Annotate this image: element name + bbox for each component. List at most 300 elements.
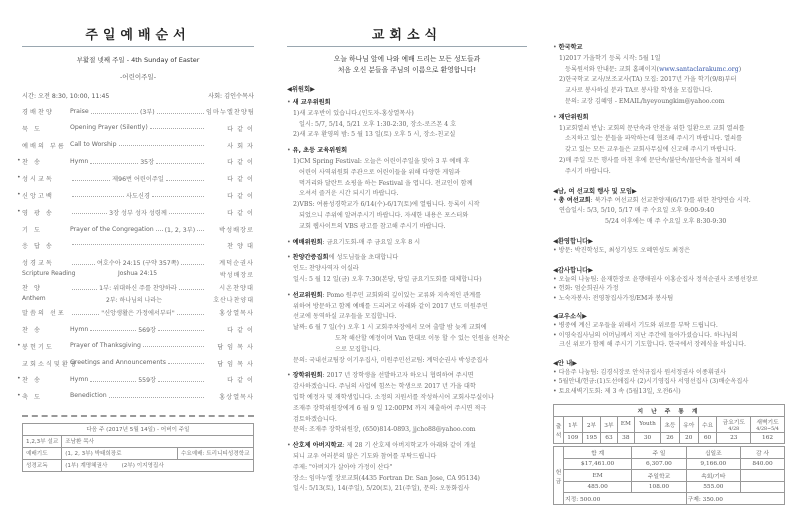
item-line <box>553 75 785 86</box>
item-head: 새 교우위원회 <box>292 99 331 106</box>
item-line <box>287 323 527 334</box>
header-text: 유아 <box>683 422 695 429</box>
worship-row <box>17 204 254 221</box>
row-detail: 559장 <box>138 377 157 385</box>
header-date: 4/28~5/4 <box>756 426 779 432</box>
row-english: Hymn <box>70 376 89 384</box>
worship-row <box>22 355 254 372</box>
item-line <box>287 425 527 436</box>
row-name <box>17 157 70 167</box>
item-line <box>287 189 527 200</box>
standing-mark: • <box>17 157 23 165</box>
item-line <box>553 65 785 76</box>
news-item: • 장학위원회: 2017 년 장학생을 선발하고자 하오니 협력하여 주시면 감사하겠습니다. 주님의 사업에 힘쓰는 학생으로 2017 년 가을 대학 입학 예정자 및 재학생입니다. 소정의 지원서를 작성하시어 교회사무실이나 조재주 장학위원장에게 6 월 9 일 12:00PM 까지 제출하여 주시면 적극 검토하겠습니다. 문의: 조재주 장학위원장, (650)814-0893, jjcho88@yahoo.com <box>287 371 527 436</box>
reading-2: (2부) 이지영집사 <box>121 463 164 470</box>
row-description <box>70 359 206 366</box>
section-member-news: ◀교우소식▶ <box>553 313 588 321</box>
prayer-value: (1, 2, 3부) 박태희장로 <box>62 447 178 459</box>
item-line <box>287 302 527 313</box>
offering-table <box>553 446 785 505</box>
section-welcome: ◀환영합니다▶ <box>553 237 594 245</box>
attendance-value: 63 <box>601 432 617 444</box>
offering-cell <box>741 481 785 493</box>
item-head: 선교위원회 <box>292 291 323 299</box>
row-english: Call to Worship <box>70 140 117 148</box>
row-leader: 계덕순권사 <box>219 260 254 268</box>
line-text: 감사하겠습니다. 주님의 사업에 힘쓰는 학생으로 2017 년 가을 대학 <box>293 383 476 391</box>
reading-label: 성경교독 <box>23 459 62 471</box>
header-text: 금요기도 <box>722 419 745 426</box>
welcome-message <box>287 54 527 76</box>
item-line <box>553 97 785 108</box>
item-line <box>287 345 527 356</box>
offering-cell: 속회/기타 <box>686 470 740 482</box>
row-name-text: 말씀의 선포 <box>22 310 66 318</box>
line-text: 주제: "아버지가 살아야 가정이 산다" <box>293 463 393 471</box>
row-name-text: 기 도 <box>22 226 42 234</box>
line-text: 으로 모집합니다. <box>335 345 381 353</box>
line-text: 위하여 방문하고 함께 예배를 드리려고 아래와 같이 2017 년도 미원주민 <box>293 302 488 310</box>
worship-row <box>22 103 254 120</box>
line-text: 교사로 봉사하실 분과 TA로 봉사할 학생을 모집합니다. <box>565 87 713 95</box>
row-leader: 다 같 이 <box>227 159 254 167</box>
stats-title: 지 난 주 통 계 <box>554 405 785 417</box>
right-news-list <box>553 43 785 178</box>
attendance-header <box>617 416 634 432</box>
row-english: Hymn <box>70 325 89 333</box>
relief-offering: 구제: 350.00 <box>686 493 784 505</box>
item-line <box>287 393 527 404</box>
row-name-text: 봉헌기도 <box>22 343 54 351</box>
news-item: • 유, 초등 교육위원회 1)CM Spring Festival: 오늘은 어린이주일을 맞아 3 부 예배 후 어린이 사역위원회 주관으로 어린이들을 위해 다양한 게임과 먹거리와 달란트 쇼핑을 하는 Festival 을 엽니다. 전교인이 함께 오셔서 즐거운 시간 되시기 바랍니다. 2)VBS: 여름성경학교가 6/14(수)-6/17(토)에 열립니다. 등록이 시작 되었으니 주위에 알려주시기 바랍니다. 자세한 내용은 포스터와 교회 웹사이트의 VBS 광고를 참고해 주시기 바랍니다. <box>287 146 527 232</box>
item-text: : 2017 년 장학생을 선발하고자 하오니 협력하여 주시면 <box>322 372 474 380</box>
sermon-value: 조남환 목사 <box>62 435 254 447</box>
row-detail: "신앙생활은 가정에서부터" <box>101 310 175 318</box>
row-name <box>17 190 70 200</box>
attendance-value: 162 <box>751 432 785 444</box>
item-line <box>553 167 785 178</box>
line-text: 일시: 5/13(토), 14(주일), 5/20(토), 21(주일), 문의: 오동화집사 <box>293 485 470 493</box>
line-text: 1)2017 가을학기 등록 시작: 5월 1일 <box>559 54 661 62</box>
section-notice: ◀안 내▶ <box>553 359 578 367</box>
line-text: 인도: 찬양사역자 이실라 <box>293 265 359 273</box>
row-leader: 다 같 이 <box>227 377 254 385</box>
worship-row <box>22 137 254 154</box>
line-text: 도착 해산할 예정이며 Van 한대로 이동 할 수 있는 인원을 선착순 <box>335 334 510 342</box>
item-text: : 제 28 기 산호제 아버지학교가 아래와 같이 개설 <box>342 442 476 450</box>
row-leader: 다 같 이 <box>227 209 254 217</box>
line-text: 문의: 조재주 장학위원장, (650)814-0893, jjcho88@yahoo.com <box>293 426 476 434</box>
item-text: : 북가주 여선교회 선교찬양제(6/17)를 위한 찬양연습 시작. <box>590 196 751 204</box>
attendance-value: 195 <box>582 432 601 444</box>
row-detail: (1, 2, 3부) <box>164 226 196 234</box>
row-leader: 홍상열목사 <box>219 394 254 402</box>
attendance-header <box>564 416 583 432</box>
welcome-line-2: 처음 오신 분들을 주님의 이름으로 환영합니다! <box>337 66 477 74</box>
offering-cell: 840.00 <box>741 458 785 470</box>
line-text: 선교에 동역하실 교우들을 모집합니다. <box>293 313 397 321</box>
row-detail: 1부: 위대하신 주를 찬양하라 <box>99 285 177 293</box>
header-text: 1부 <box>568 422 578 429</box>
row-name-text: 묵 도 <box>22 125 42 133</box>
item-line <box>287 463 527 474</box>
item-head: 한국학교 <box>558 44 583 51</box>
attendance-value: 26 <box>661 432 680 444</box>
row-detail: 여호수아 24:15 (구약 357쪽) <box>96 260 180 268</box>
section-thanks: ◀감사합니다▶ <box>553 266 594 274</box>
row-name-en: Anthem <box>22 295 46 303</box>
row-name-text: 응 답 송 <box>22 243 54 251</box>
item-line <box>287 211 527 222</box>
row-description <box>70 124 206 131</box>
row-detail: 3장 성부 성자 성령께 <box>109 209 167 217</box>
attendance-header <box>679 416 698 432</box>
row-leader: 임마누엘찬양팀 <box>206 109 255 116</box>
row-name-text: 성시교독 <box>22 176 54 184</box>
row-description <box>70 208 206 217</box>
title-divider <box>287 46 527 47</box>
line-text: 일시: 5/7, 5/14, 5/21 오후 1:30-2:30, 장소-로즈몬 4 호 <box>299 120 457 128</box>
item-line <box>553 134 785 145</box>
row-leader: 사 회 자 <box>227 142 254 150</box>
line-text: 어린이 사역위원회 주관으로 어린이들을 위해 다양한 게임과 <box>299 168 461 176</box>
row-detail: 사도신경 <box>126 192 150 200</box>
offering-cell <box>741 470 785 482</box>
item-line <box>287 415 527 426</box>
standing-mark: • <box>17 392 23 400</box>
next-week-header: 다음 주 (2017년 5월 14일) - 어버이 주일 <box>23 423 254 435</box>
attendance-value: 109 <box>564 432 583 444</box>
row-name: 찬 양 <box>22 285 42 293</box>
worship-row-scripture <box>22 254 254 279</box>
row-description <box>70 375 206 384</box>
thanks-line: • 헌화: 엄순희권사 가정 <box>553 285 619 293</box>
header-text: 초등 <box>664 422 676 429</box>
service-host: 사회: 김인수목사 <box>208 93 254 100</box>
item-line <box>287 222 527 233</box>
item-head: 유, 초등 교육위원회 <box>292 147 348 155</box>
section-mission: ◀남, 여 선교회 행사 및 모임▶ <box>553 187 637 195</box>
mission-item: • 총 여선교회: 북가주 여선교회 선교찬양제(6/17)를 위한 찬양연습 시작. 연습일시: 5/3, 5/10, 5/17 매 주 수요일 오후 9:00-9:40 5/24 이후에는 매 주 수요일 오후 8:30-9:30 <box>553 196 785 228</box>
worship-row <box>22 237 254 254</box>
row-detail-en: Joshua 24:15 <box>118 270 158 278</box>
row-name: 성경교독 <box>22 260 54 268</box>
item-line <box>553 86 785 97</box>
row-leader-2: 호산나찬양대 <box>213 297 254 305</box>
offering-cell: 108.00 <box>632 481 686 493</box>
item-line <box>287 120 527 131</box>
news-item: • 선교위원회: Pomo 원주민 교회와의 깊이있는 교류와 지속적인 관계를 위하여 방문하고 함께 예배를 드리려고 아래와 같이 2017 년도 미원주민 선교에 동역하실 교우들을 모집합니다. 날짜: 6 월 7 일(수) 오후 1 시 교회주차장에서 모여 출발 밤 늦게 교회에 도착 해산할 예정이며 Van 한대로 이동 할 수 있는 인원을 선착순 으로 모집합니다. 문의: 국내선교팀장 이기우집사, 미원주민선교팀: 계덕순권사 박성준집사 <box>287 291 527 367</box>
line-text: 문의: 교장 김혜영 - EMAIL/hyeyoungkim@yahoo.com <box>565 97 725 105</box>
offering-label: 헌금 <box>554 447 564 505</box>
row-leader: 박성배장로 <box>219 226 254 234</box>
row-english: Prayer of Thanksgiving <box>70 341 141 349</box>
welcome-line-1: 오늘 하나님 앞에 나와 예배 드리는 모든 성도들과 <box>333 55 481 63</box>
row-leader: 담 임 목 사 <box>217 343 254 351</box>
row-detail: (3부) <box>139 109 155 116</box>
attendance-value: 38 <box>617 432 634 444</box>
item-head: 장학위원회 <box>292 372 323 380</box>
line-text: 1)교회열쇠 반납: 교회의 문단속과 안전을 위한 일환으로 교회 열쇠를 <box>559 124 745 132</box>
worship-row <box>22 221 254 238</box>
row-name-text: 영 광 송 <box>22 209 54 217</box>
offering-cell: EM <box>564 470 632 482</box>
item-text: : 금요기도회-매 주 금요일 오후 8 시 <box>322 238 421 246</box>
row-name-text: 찬 송 <box>22 326 42 334</box>
section-committees: ◀위원회▶ <box>287 86 315 93</box>
row-english: Greetings and Announcements <box>70 358 166 366</box>
service-subtitle: 부활절 넷째 주일 - 4th Sunday of Easter <box>76 56 200 64</box>
header-text: Youth <box>639 421 656 428</box>
designated-offering: 지정: 500.00 <box>564 493 687 505</box>
item-line <box>287 168 527 179</box>
line-text: 2)한국학교 교사/보조교사(TA) 모집: 2017년 가을 학기(9/8)부터 <box>559 76 737 84</box>
news-item: • 산호제 아버지학교: 제 28 기 산호제 아버지학교가 아래와 같이 개설 되니 교우 여러분의 많은 기도와 참여를 부탁드립니다 주제: "아버지가 살아야 가정이 산다" 장소: 임마누엘 장로교회(4435 Fortran Dr. San Jose, CA 95134) 일시: 5/13(토), 14(주일), 5/20(토), 21(주일), 문의: 오동화집사 <box>287 441 527 495</box>
item-line <box>287 312 527 323</box>
header-text: 2부 <box>586 422 597 429</box>
thanks-line: • 오늘의 나눔팀: 윤재한장로 윤행애권사 이홍순집사 정석순권사 조병선장로 <box>553 275 758 283</box>
line-text: 일시: 5 월 12 일(금) 오후 7:30(본당, 당일 금요기도회를 대체합니다) <box>293 275 482 283</box>
line-text: 등록원서와 안내문: 교회 홈페이지( <box>565 65 660 73</box>
worship-row <box>17 187 254 204</box>
standing-mark: • <box>17 375 23 383</box>
offering-cell: 합 계 <box>564 447 632 459</box>
row-english: Benediction <box>70 392 107 400</box>
line-text: 2)매 주일 모든 행사를 마친 후에 문단속/불단속/물단속을 철저히 해 <box>559 156 741 164</box>
offering-cell: 주일학교 <box>632 470 686 482</box>
item-line: 연습일시: 5/3, 5/10, 5/17 매 주 수요일 오후 9:00-9:40 <box>559 207 715 215</box>
worship-row <box>22 120 254 137</box>
website-link[interactable]: www.santaclarakumc.org <box>659 65 739 73</box>
header-text: 3부 <box>604 422 614 429</box>
line-text: 입학 예정자 및 재학생입니다. 소정의 지원서를 작성하시어 교회사무실이나 <box>293 393 495 401</box>
offering-cell: 십일조 <box>686 447 740 459</box>
row-leader: 홍상열목사 <box>219 310 254 318</box>
item-head: 총 여선교회 <box>558 196 591 204</box>
row-name <box>22 225 70 234</box>
line-text: 되었으니 주위에 알려주시기 바랍니다. 자세한 내용은 포스터와 <box>299 211 469 219</box>
offering-cell: 6,307.00 <box>632 458 686 470</box>
row-description <box>70 241 206 245</box>
member-line: 크신 위로가 함께 해 주시기 기도합니다. 한국에서 장례식을 하십니다. <box>559 341 747 349</box>
row-name <box>17 392 70 402</box>
item-head: 찬양간증집회 <box>292 254 329 262</box>
item-line <box>553 124 785 135</box>
line-text: 검토하겠습니다. <box>293 415 337 423</box>
row-description <box>70 325 206 334</box>
line-text: 날짜: 6 월 7 일(수) 오후 1 시 교회주차장에서 모여 출발 밤 늦게 교회에 <box>293 324 487 332</box>
line-text: 장소: 임마누엘 장로교회(4435 Fortran Dr. San Jose, CA 95134) <box>293 474 480 482</box>
item-line <box>287 404 527 415</box>
item-line <box>553 54 785 65</box>
standing-mark: • <box>17 190 23 198</box>
worship-order-list <box>17 103 255 254</box>
line-text: 교회 웹사이트의 VBS 광고를 참고해 주시기 바랍니다. <box>299 222 446 230</box>
row-name-en: Scripture Reading <box>22 270 76 278</box>
row-name <box>22 107 70 116</box>
line-text: 1)CM Spring Festival: 오늘은 어린이주일을 맞아 3 부 예배 후 <box>293 157 470 165</box>
attendance-header <box>698 416 717 432</box>
item-line <box>287 130 527 141</box>
attendance-header <box>601 416 617 432</box>
worship-order-title: 주일예배순서 <box>85 28 191 43</box>
thanks-line: • 노숙자봉사: 전영창집사가정/EM과 봉사팀 <box>553 294 674 302</box>
worship-row <box>22 304 254 321</box>
line-text: 문의: 국내선교팀장 이기우집사, 미원주민선교팀: 계덕순권사 박성준집사 <box>293 356 489 364</box>
member-line: • 병중에 계신 교우들을 위해서 기도와 위로를 부탁 드립니다. <box>553 322 718 330</box>
row-detail: 35장 <box>140 159 155 167</box>
line-text: 1)새 교우반이 있습니다.(인도자-홍상열목사) <box>293 109 414 117</box>
item-head: 산호제 아버지학교 <box>292 442 343 450</box>
row-name-text: 교회소식및환영 <box>22 360 78 368</box>
row-name <box>22 325 70 334</box>
line-text: 2)새 교우 환영의 밤: 5 월 13 일(토) 오후 5 시, 장소-친교실 <box>293 131 456 139</box>
sermon-label: 1,2,3부 설교 <box>23 435 62 447</box>
standing-mark: • <box>17 207 23 215</box>
row-detail: 569장 <box>138 326 157 334</box>
standing-mark: • <box>17 341 23 349</box>
item-head: 예배위원회 <box>292 238 323 246</box>
row-name-text: 경배찬양 <box>22 109 54 116</box>
worship-order-list-2 <box>17 304 254 405</box>
item-line <box>287 157 527 168</box>
visitor-line: • 방문: 박진학성도, 최성기성도 오혜연성도 최정은 <box>553 246 691 254</box>
wednesday-service: 수요예배: 트리니티성경학교 <box>178 447 254 459</box>
header-text: 새벽기도 <box>756 419 779 426</box>
item-line <box>287 264 527 275</box>
item-line <box>287 452 527 463</box>
notice-line: • 토요새벽기도회: 제 3 속 (5월13일, 오전6시) <box>553 387 681 395</box>
offering-cell: 9,166.00 <box>686 458 740 470</box>
attendance-header <box>751 416 785 432</box>
line-text: 먹거리와 달란트 쇼핑을 하는 Festival 을 엽니다. 전교인이 함께 <box>299 179 473 187</box>
item-line <box>287 356 527 367</box>
row-name <box>17 375 70 385</box>
line-text: 갖고 있는 모든 교우들은 교회사무실에 신고해 주시기 바랍니다. <box>565 146 737 154</box>
news-item: • 예배위원회: 금요기도회-매 주 금요일 오후 8 시 <box>287 238 421 246</box>
service-theme: -어린이주일- <box>119 73 157 81</box>
row-leader: 시온찬양대 <box>219 285 254 293</box>
row-english: Prayer of the Congregation <box>70 225 154 233</box>
attendance-value: 20 <box>679 432 698 444</box>
church-news-column <box>287 0 527 495</box>
line-text: 조재주 장학위원장에게 6 월 9 일 12:00PM 까지 제출하여 주시면 적극 <box>293 404 487 412</box>
row-name <box>22 359 78 368</box>
offering-cell: 485.00 <box>564 481 632 493</box>
row-english: Opening Prayer (Silently) <box>70 123 148 131</box>
worship-row <box>22 321 254 338</box>
attendance-value: 30 <box>635 432 661 444</box>
item-line <box>553 145 785 156</box>
row-description <box>70 308 206 317</box>
row-description <box>70 191 206 200</box>
row-name <box>22 141 70 150</box>
row-name-text: 신앙고백 <box>22 192 54 200</box>
worship-row <box>17 371 254 388</box>
item-line: 5/24 이후에는 매 주 수요일 오후 8:30-9:30 <box>605 218 727 226</box>
row-name-text: 찬 송 <box>22 159 42 167</box>
row-name <box>17 207 70 217</box>
row-name <box>17 174 70 184</box>
row-leader: 담 임 목 사 <box>217 360 254 368</box>
row-leader: 다 같 이 <box>227 125 254 133</box>
item-line <box>287 334 527 345</box>
title-divider <box>22 46 254 47</box>
row-name-text: 축 도 <box>22 394 42 402</box>
attendance-table <box>553 404 785 444</box>
row-description <box>70 141 206 148</box>
attendance-label: 출석 <box>554 416 564 444</box>
header-text: 수요 <box>701 422 714 429</box>
worship-row <box>17 153 254 170</box>
row-name <box>22 124 70 133</box>
line-text: ) <box>738 65 742 73</box>
item-text: 에 성도님들을 초대합니다 <box>328 254 399 262</box>
row-leader: 다 같 이 <box>227 176 254 184</box>
attendance-value: 23 <box>717 432 751 444</box>
worship-order-column <box>17 0 255 472</box>
attendance-header <box>661 416 680 432</box>
offering-cell: 주 일 <box>632 447 686 459</box>
row-detail: 제96번 어린이주일 <box>112 176 164 184</box>
row-description <box>70 342 206 349</box>
header-date: 4/28 <box>728 426 740 432</box>
row-description <box>70 392 206 399</box>
row-english: Praise <box>70 108 89 115</box>
attendance-value: 60 <box>698 432 717 444</box>
item-line <box>287 474 527 485</box>
line-text: 2)VBS: 여름성경학교가 6/14(수)-6/17(토)에 열립니다. 등록이 시작 <box>293 201 480 209</box>
item-line <box>287 200 527 211</box>
worship-row-anthem <box>22 279 254 304</box>
news-item: • 한국학교 1)2017 가을학기 등록 시작: 5월 1일 등록원서와 안내문: 교회 홈페이지(www.santaclarakumc.org) 2)한국학교 교사/보조교사(TA) 모집: 2017년 가을 학기(9/8)부터 교사로 봉사하실 분과 TA로 봉사할 학생을 모집합니다. 문의: 교장 김혜영 - EMAIL/hyeyoungkim@yahoo.com <box>553 43 785 108</box>
row-name-text: 예배의 부름 <box>22 142 66 150</box>
row-description <box>70 174 206 183</box>
offering-cell: 555.00 <box>686 481 740 493</box>
notice-line: • 5월안내/헌금:(1)도선애집사 (2)시기영집사 서영선집사 (3)배순옥집사 <box>553 378 749 386</box>
reading-1: (1부) 계명혜권사 <box>65 463 108 470</box>
row-leader: 찬 양 대 <box>227 243 254 251</box>
next-week-table <box>22 423 254 472</box>
row-description <box>70 157 206 166</box>
worship-row <box>17 170 254 187</box>
line-text: 주시기 바랍니다. <box>565 167 611 175</box>
service-time: 시간: 오전 8:30, 10:00, 11:45 <box>22 93 110 100</box>
item-head: 재단위원회 <box>558 113 589 121</box>
line-text: 소지하고 있는 분들을 파악하는데 협조해 주시기 바랍니다. 열쇠를 <box>565 135 743 143</box>
item-line <box>553 156 785 167</box>
news-item: • 새 교우위원회 1)새 교우반이 있습니다.(인도자-홍상열목사) 일시: 5/7, 5/14, 5/21 오후 1:30-2:30, 장소-로즈몬 4 호 2)새 교우 환영의 밤: 5 월 13 일(토) 오후 5 시, 장소-친교실 <box>287 98 527 141</box>
news-item: • 찬양간증집회에 성도님들을 초대합니다 인도: 찬양사역자 이실라 일시: 5 월 12 일(금) 오후 7:30(본당, 당일 금요기도회를 대체합니다) <box>287 253 527 285</box>
member-line: • 이영숙집사님의 어머님께서 지난 주간에 돌아가셨습니다. 하나님의 <box>553 331 738 339</box>
church-news-title: 교회소식 <box>371 28 443 43</box>
offering-cell: 감 사 <box>741 447 785 459</box>
item-line <box>287 275 527 286</box>
attendance-header <box>582 416 601 432</box>
item-line <box>287 179 527 190</box>
committee-news-list <box>287 98 527 495</box>
row-leader: 다 같 이 <box>227 326 254 334</box>
row-description <box>70 225 206 234</box>
item-text: : Pomo 원주민 교회와의 깊이있는 교류와 지속적인 관계를 <box>322 291 482 299</box>
row-name <box>17 341 70 351</box>
row-leader: 다 같 이 <box>227 192 254 200</box>
row-english: Hymn <box>70 158 89 166</box>
row-name-text: 찬 송 <box>22 377 42 385</box>
row-detail-2: 2부: 하나님의 나라는 <box>106 297 163 305</box>
notice-line: • 다음주 나눔팀: 김경식장로 안석규집사 원서정권사 이종휘권사 <box>553 368 726 376</box>
church-news-column-2 <box>553 38 785 505</box>
